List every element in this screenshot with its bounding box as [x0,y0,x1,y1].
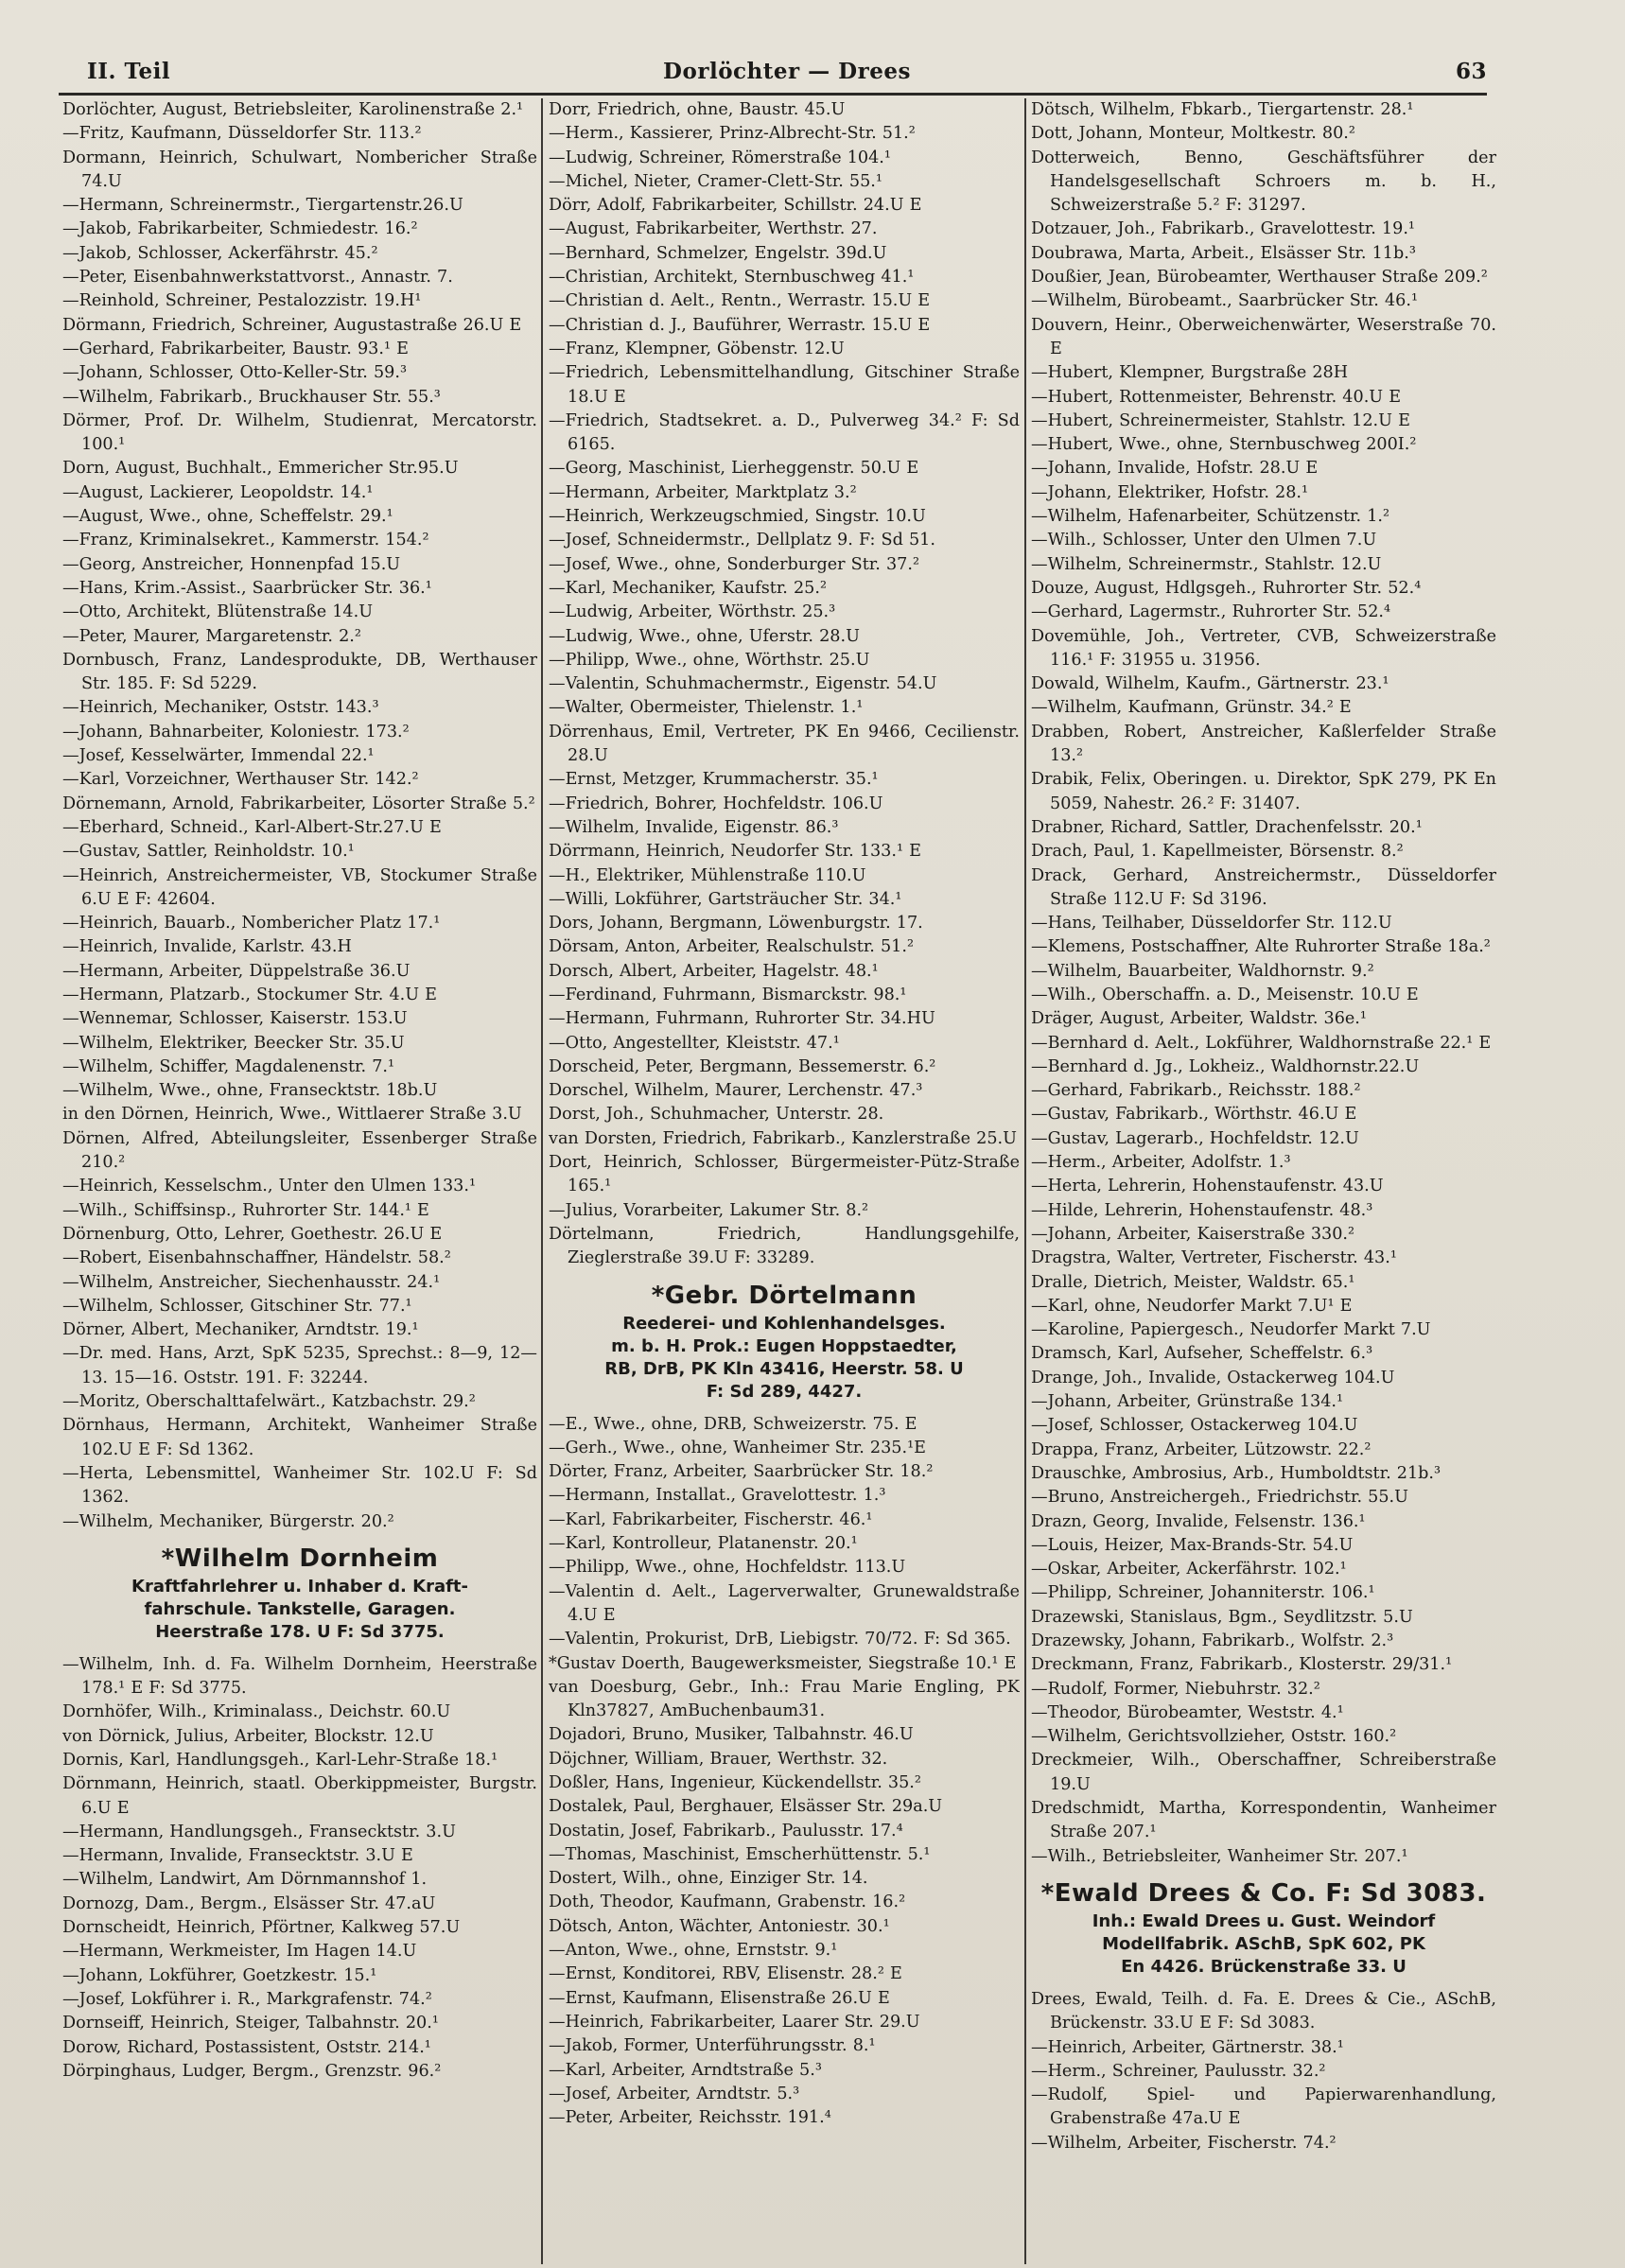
directory-entry: —Valentin, Prokurist, DrB, Liebigstr. 70/72. F: Sd 365. [549,1630,1011,1649]
directory-entry: Dralle, Dietrich, Meister, Waldstr. 65.¹ [1031,1272,1355,1292]
directory-entry: —Ludwig, Schreiner, Römerstraße 104.¹ [549,148,891,167]
directory-entry: Dorlöchter, August, Betriebsleiter, Karolinenstraße 2.¹ [62,100,524,119]
directory-entry: —Valentin, Schuhmachermstr., Eigenstr. 54.U [549,674,937,694]
directory-entry: —Heinrich, Fabrikarbeiter, Laarer Str. 29.U [549,2012,920,2032]
directory-entry: Dredschmidt, Martha, Korrespondentin, Wanheimer Straße 207.¹ [1031,1799,1496,1842]
column-3 [1031,98,1496,2264]
directory-entry: Dornbusch, Franz, Landesprodukte, DB, Werthauser Str. 185. F: Sd 5229. [62,650,537,694]
directory-entry: —Franz, Kriminalsekret., Kammerstr. 154.² [62,531,429,550]
advertisement-line: Inh.: Ewald Drees u. Gust. Weindorf [1092,1910,1436,1931]
advertisement-title: *Wilhelm Dornheim [161,1544,439,1573]
directory-entry: —Ernst, Metzger, Krummacherstr. 35.¹ [549,770,879,790]
advertisement-line: Heerstraße 178. U F: Sd 3775. [155,1621,445,1642]
directory-entry: Dostalek, Paul, Berghauer, Elsässer Str. 29a.U [549,1797,943,1817]
directory-entry: —Gustav, Fabrikarb., Wörthstr. 46.U E [1031,1105,1357,1125]
directory-entry: Dorschel, Wilhelm, Maurer, Lerchenstr. 47.³ [549,1081,923,1101]
directory-entry: —Heinrich, Werkzeugschmied, Singstr. 10.U [549,507,926,527]
directory-entry: —Thomas, Maschinist, Emscherhüttenstr. 5.¹ [549,1844,931,1864]
running-head [87,59,1487,96]
directory-entry: von Dörnick, Julius, Arbeiter, Blockstr. 12.U [62,1726,434,1746]
directory-entry: Dotzauer, Joh., Fabrikarb., Gravelottestr. 19.¹ [1031,219,1415,239]
directory-entry: Dörpinghaus, Ludger, Bergm., Grenzstr. 96.² [62,2061,442,2081]
directory-entry: —Hermann, Fuhrmann, Ruhrorter Str. 34.HU [549,1009,935,1029]
directory-entry: Döjchner, William, Brauer, Werthstr. 32. [549,1749,888,1769]
directory-entry: —Georg, Maschinist, Lierheggenstr. 50.U E [549,459,919,479]
directory-entry: —Wilh., Schlosser, Unter den Ulmen 7.U [1031,531,1377,550]
part-label: II. Teil [87,59,171,84]
directory-entry: Drauschke, Ambrosius, Arb., Humboldtstr. 21b.³ [1031,1463,1442,1483]
directory-entry: —Ernst, Kaufmann, Elisenstraße 26.U E [549,1988,890,2008]
advertisement-block [1031,1876,1496,1979]
directory-entry: —Ernst, Konditorei, RBV, Elisenstr. 28.² E [549,1964,902,1984]
directory-entry: —Louis, Heizer, Max-Brands-Str. 54.U [1031,1535,1354,1555]
directory-entry: Dörnenburg, Otto, Lehrer, Goethestr. 26.U E [62,1224,443,1244]
directory-entry: —Johann, Arbeiter, Kaiserstraße 330.² [1031,1224,1355,1244]
directory-entry: Drabner, Richard, Sattler, Drachenfelsstr. 20.¹ [1031,817,1423,837]
directory-entry: Dörtelmann, Friedrich, Handlungsgehilfe, Zieglerstraße 39.U F: 33289. [549,1224,1020,1268]
directory-entry: —Hilde, Lehrerin, Hohenstaufenstr. 48.³ [1031,1200,1373,1220]
directory-entry: —Franz, Klempner, Göbenstr. 12.U [549,339,845,358]
directory-entry: —Wilhelm, Bauarbeiter, Waldhornstr. 9.² [1031,961,1374,981]
directory-entry: —Wilhelm, Kaufmann, Grünstr. 34.² E [1031,698,1352,718]
directory-entry: —Bruno, Anstreichergeh., Friedrichstr. 55.U [1031,1488,1408,1508]
directory-entry: —Peter, Eisenbahnwerkstattvorst., Annastr. 7. [62,268,453,288]
directory-entry: —Hermann, Arbeiter, Marktplatz 3.² [549,482,857,502]
directory-entry: —Peter, Arbeiter, Reichsstr. 191.⁴ [549,2108,831,2128]
directory-entry: —H., Elektriker, Mühlenstraße 110.U [549,865,866,885]
advertisement-body [62,1576,537,1644]
directory-entry: Dörnhaus, Hermann, Architekt, Wanheimer Straße 102.U E F: Sd 1362. [62,1416,537,1459]
directory-entry: Dreckmeier, Wilh., Oberschaffner, Schreiberstraße 19.U [1031,1751,1496,1794]
page-range: Dorlöchter — Drees [663,59,911,84]
directory-entry: Drabik, Felix, Oberingen. u. Direktor, SpK 279, PK En 5059, Nahestr. 26.² F: 31407. [1031,770,1496,813]
directory-entry: van Doesburg, Gebr., Inh.: Frau Marie Engling, PK Kln37827, AmBuchenbaum31. [549,1677,1020,1721]
advertisement-block [549,1279,1020,1404]
directory-entry: —Karl, Kontrolleur, Platanenstr. 20.¹ [549,1534,858,1554]
directory-entry: —Eberhard, Schneid., Karl-Albert-Str.27.U E [62,817,442,837]
advertisement-line: Kraftfahrlehrer u. Inhaber d. Kraft- [131,1576,468,1596]
directory-entry: Dramsch, Karl, Aufseher, Scheffelstr. 6.³ [1031,1344,1373,1364]
directory-entry: Dörsam, Anton, Arbeiter, Realschulstr. 51.² [549,937,915,957]
directory-entry: —Wilhelm, Anstreicher, Siechenhausstr. 24.¹ [62,1272,441,1292]
directory-entry: Dörmann, Friedrich, Schreiner, Augustastraße 26.U E [62,315,522,335]
directory-entry: —Karoline, Papiergesch., Neudorfer Markt 7.U [1031,1320,1431,1340]
directory-entry: —Fritz, Kaufmann, Düsseldorfer Str. 113.² [62,124,422,144]
directory-entry: Dovemühle, Joh., Vertreter, CVB, Schweizerstraße 116.¹ F: 31955 u. 31956. [1031,626,1496,670]
directory-entry: —E., Wwe., ohne, DRB, Schweizerstr. 75. E [549,1414,917,1434]
directory-entry: Dörnen, Alfred, Abteilungsleiter, Essenberger Straße 210.² [62,1128,537,1173]
directory-entry: Dorsch, Albert, Arbeiter, Hagelstr. 48.¹ [549,961,879,981]
directory-entry: —Ferdinand, Fuhrmann, Bismarckstr. 98.¹ [549,985,907,1004]
directory-entry: —Josef, Schlosser, Ostackerweg 104.U [1031,1416,1358,1436]
advertisement-line: m. b. H. Prok.: Eugen Hoppstaedter, [611,1335,957,1356]
directory-entry: —Wilhelm, Arbeiter, Fischerstr. 74.² [1031,2133,1337,2153]
directory-entry: —Bernhard, Schmelzer, Engelstr. 39d.U [549,243,887,263]
directory-entry: —Ludwig, Arbeiter, Wörthstr. 25.³ [549,602,836,622]
advertisement-line: fahrschule. Tankstelle, Garagen. [144,1598,456,1619]
directory-entry: —Willi, Lokführer, Gartsträucher Str. 34.¹ [549,889,902,909]
directory-entry: Dreckmann, Franz, Fabrikarb., Klosterstr. 29/31.¹ [1031,1655,1453,1675]
directory-entry: —Hans, Teilhaber, Düsseldorfer Str. 112.U [1031,914,1392,933]
directory-entry: —Heinrich, Mechaniker, Oststr. 143.³ [62,698,379,718]
directory-entry: —Reinhold, Schreiner, Pestalozzistr. 19.H¹ [62,291,422,311]
directory-entry: —Josef, Arbeiter, Arndtstr. 5.³ [549,2084,800,2103]
directory-entry: —Hermann, Platzarb., Stockumer Str. 4.U E [62,985,438,1004]
directory-entry: Dörmer, Prof. Dr. Wilhelm, Studienrat, Mercatorstr. 100.¹ [62,410,537,455]
directory-entry: Dorr, Friedrich, ohne, Baustr. 45.U [549,100,846,119]
directory-entry: —Walter, Obermeister, Thielenstr. 1.¹ [549,698,864,718]
directory-entry: Drange, Joh., Invalide, Ostackerweg 104.U [1031,1368,1395,1387]
directory-entry: —Philipp, Wwe., ohne, Wörthstr. 25.U [549,650,870,670]
directory-entry: —Wilh., Betriebsleiter, Wanheimer Str. 207.¹ [1031,1846,1408,1866]
directory-entry: —Peter, Maurer, Margaretenstr. 2.² [62,626,361,646]
directory-entry: —Ludwig, Wwe., ohne, Uferstr. 28.U [549,626,860,646]
directory-entry: van Dorsten, Friedrich, Fabrikarb., Kanzlerstraße 25.U [549,1128,1017,1148]
directory-entry: —Hermann, Handlungsgeh., Fransecktstr. 3.U [62,1822,456,1841]
directory-entry: —Bernhard d. Jg., Lokheiz., Waldhornstr.22.U [1031,1056,1420,1076]
directory-entry: —Otto, Angestellter, Kleiststr. 47.¹ [549,1033,840,1053]
directory-entry: —August, Wwe., ohne, Scheffelstr. 29.¹ [62,507,393,527]
advertisement-line: RB, DrB, PK Kln 43416, Heerstr. 58. U [604,1358,964,1379]
directory-entry: Dörr, Adolf, Fabrikarbeiter, Schillstr. 24.U E [549,196,922,216]
directory-entry: —Theodor, Bürobeamter, Weststr. 4.¹ [1031,1702,1344,1722]
directory-entry: Doußier, Jean, Bürobeamter, Werthauser Straße 209.² [1031,268,1488,288]
directory-entry: —Gustav, Sattler, Reinholdstr. 10.¹ [62,842,355,862]
directory-entry: Doßler, Hans, Ingenieur, Kückendellstr. 35.² [549,1773,921,1792]
directory-entry: Drazewski, Stanislaus, Bgm., Seydlitzstr. 5.U [1031,1607,1413,1627]
directory-entry: —Johann, Lokführer, Goetzkestr. 15.¹ [62,1965,377,1985]
directory-entry: —Robert, Eisenbahnschaffner, Händelstr. 58.² [62,1248,451,1268]
directory-entry: —Oskar, Arbeiter, Ackerfährstr. 102.¹ [1031,1560,1347,1579]
directory-entry: Dörrenhaus, Emil, Vertreter, PK En 9466, Cecilienstr. 28.U [549,722,1020,766]
directory-entry: —Josef, Schneidermstr., Dellplatz 9. F: Sd 51. [549,531,935,550]
directory-entry: —Christian, Architekt, Sternbuschweg 41.¹ [549,268,915,288]
directory-entry: Dötsch, Wilhelm, Fbkarb., Tiergartenstr. 28.¹ [1031,100,1414,119]
directory-entry: —Josef, Kesselwärter, Immendal 22.¹ [62,746,375,766]
directory-entry: —Wennemar, Schlosser, Kaiserstr. 153.U [62,1009,408,1029]
directory-entry: Dorscheid, Peter, Bergmann, Bessemerstr. 6.² [549,1056,936,1076]
directory-entry: Dötsch, Anton, Wächter, Antoniestr. 30.¹ [549,1916,890,1936]
directory-entry: —Heinrich, Anstreichermeister, VB, Stockumer Straße 6.U E F: 42604. [62,865,537,909]
directory-entry: —Hermann, Installat., Gravelottestr. 1.³ [549,1486,886,1506]
directory-entry: —Otto, Architekt, Blütenstraße 14.U [62,602,374,622]
directory-entry: —Wilhelm, Elektriker, Beecker Str. 35.U [62,1033,405,1053]
directory-entry: Dott, Johann, Monteur, Moltkestr. 80.² [1031,124,1355,144]
directory-entry: —Christian d. J., Bauführer, Werrastr. 15.U E [549,315,931,335]
advertisement-line: En 4426. Brückenstraße 33. U [1121,1956,1407,1977]
column-2 [549,98,1020,2264]
directory-entry: —Wilh., Oberschaffn. a. D., Meisenstr. 10.U E [1031,985,1419,1004]
directory-entry: —Wilhelm, Schreinermstr., Stahlstr. 12.U [1031,554,1382,574]
directory-entry: Dojadori, Bruno, Musiker, Talbahnstr. 46.U [549,1725,914,1745]
column-divider [541,98,543,2264]
directory-entry: Drazn, Georg, Invalide, Felsenstr. 136.¹ [1031,1511,1366,1531]
directory-entry: Dostatin, Josef, Fabrikarb., Paulusstr. 17.⁴ [549,1821,903,1841]
directory-entry: —Gerhard, Fabrikarb., Reichsstr. 188.² [1031,1081,1361,1101]
directory-entry: Doubrawa, Marta, Arbeit., Elsässer Str. 11b.³ [1031,243,1416,263]
directory-entry: Dort, Heinrich, Schlosser, Bürgermeister-Pütz-Straße 165.¹ [549,1153,1020,1196]
directory-entry: Dörner, Albert, Mechaniker, Arndtstr. 19.¹ [62,1320,419,1340]
directory-entry: —Gerh., Wwe., ohne, Wanheimer Str. 235.¹E [549,1438,926,1457]
directory-entry: —Hubert, Wwe., ohne, Sternbuschweg 200I.² [1031,435,1417,455]
directory-entry: —Michel, Nieter, Cramer-Clett-Str. 55.¹ [549,171,882,191]
directory-entry: Dörrmann, Heinrich, Neudorfer Str. 133.¹ E [549,842,921,862]
directory-entry: Drack, Gerhard, Anstreichermstr., Düsseldorfer Straße 112.U F: Sd 3196. [1031,865,1496,909]
directory-entry: —Wilhelm, Schiffer, Magdalenenstr. 7.¹ [62,1056,395,1076]
column-1 [62,98,537,2264]
directory-entry: Drees, Ewald, Teilh. d. Fa. E. Drees & Cie., ASchB, Brückenstr. 33.U E F: Sd 3083. [1031,1989,1496,2033]
directory-entry: —Herm., Kassierer, Prinz-Albrecht-Str. 51.² [549,124,916,144]
directory-entry: —Philipp, Wwe., ohne, Hochfeldstr. 113.U [549,1558,906,1578]
directory-entry: Dormann, Heinrich, Schulwart, Nombericher Straße 74.U [62,148,537,191]
directory-entry: —Johann, Elektriker, Hofstr. 28.¹ [1031,482,1309,502]
directory-entry: —Josef, Wwe., ohne, Sonderburger Str. 37.² [549,554,919,574]
directory-entry: Dornis, Karl, Handlungsgeh., Karl-Lehr-Straße 18.¹ [62,1751,498,1770]
directory-entry: —Christian d. Aelt., Rentn., Werrastr. 15.U E [549,291,931,311]
directory-entry: Drappa, Franz, Arbeiter, Lützowstr. 22.² [1031,1439,1372,1459]
directory-entry: —Karl, Arbeiter, Arndtstraße 5.³ [549,2060,822,2080]
directory-entry: —Friedrich, Lebensmittelhandlung, Gitschiner Straße 18.U E [549,363,1020,407]
directory-entry: —August, Lackierer, Leopoldstr. 14.¹ [62,482,374,502]
directory-entry: —Wilhelm, Inh. d. Fa. Wilhelm Dornheim, Heerstraße 178.¹ E F: Sd 3775. [62,1654,537,1699]
header-rule [59,93,1487,96]
directory-entry: —Johann, Schlosser, Otto-Keller-Str. 59.³ [62,363,408,383]
directory-entry: Drach, Paul, 1. Kapellmeister, Börsenstr. 8.² [1031,842,1404,862]
directory-entry: —Klemens, Postschaffner, Alte Ruhrorter Straße 18a.² [1031,937,1491,957]
directory-entry: —Bernhard d. Aelt., Lokführer, Waldhornstraße 22.¹ E [1031,1033,1492,1053]
directory-entry: —Heinrich, Arbeiter, Gärtnerstr. 38.¹ [1031,2037,1344,2057]
directory-entry: Dräger, August, Arbeiter, Waldstr. 36e.¹ [1031,1009,1367,1029]
advertisement-body [549,1313,1020,1404]
directory-entry: —Karl, Fabrikarbeiter, Fischerstr. 46.¹ [549,1509,873,1529]
advertisement-line: Reederei- und Kohlenhandelsges. [622,1313,946,1334]
advertisement-body [1031,1910,1496,1979]
directory-entry: —Herta, Lehrerin, Hohenstaufenstr. 43.U [1031,1177,1384,1196]
directory-entry: —Herta, Lebensmittel, Wanheimer Str. 102.U F: Sd 1362. [62,1463,537,1508]
directory-entry: —Wilhelm, Schlosser, Gitschiner Str. 77.¹ [62,1296,412,1316]
directory-entry: —Wilhelm, Gerichtsvollzieher, Oststr. 160.² [1031,1727,1397,1747]
directory-entry: —Valentin d. Aelt., Lagerverwalter, Grunewaldstraße 4.U E [549,1581,1020,1625]
directory-entry: Dorn, August, Buchhalt., Emmericher Str.95.U [62,459,459,479]
directory-entry: —Johann, Invalide, Hofstr. 28.U E [1031,459,1319,479]
directory-entry: Dornscheidt, Heinrich, Pförtner, Kalkweg 57.U [62,1918,461,1938]
directory-entry: Dors, Johann, Bergmann, Löwenburgstr. 17. [549,914,923,933]
directory-entry: Dörnmann, Heinrich, staatl. Oberkippmeister, Burgstr. 6.U E [62,1774,537,1818]
directory-entry: —Friedrich, Bohrer, Hochfeldstr. 106.U [549,794,883,813]
advertisement-title: *Ewald Drees & Co. F: Sd 3083. [1040,1878,1487,1908]
directory-entry: Dotterweich, Benno, Geschäftsführer der Handelsgesellschaft Schroers m. b. H., Schweizerstraße 5.² F: 31297. [1031,148,1496,216]
advertisement-title: *Gebr. Dörtelmann [651,1281,917,1310]
directory-entry: —Hubert, Schreinermeister, Stahlstr. 12.U E [1031,410,1410,430]
advertisement-line: F: Sd 289, 4427. [706,1381,863,1402]
directory-entry: —Hermann, Werkmeister, Im Hagen 14.U [62,1942,417,1962]
directory-entry: Dostert, Wilh., ohne, Einziger Str. 14. [549,1869,868,1889]
directory-entry: —Wilhelm, Wwe., ohne, Fransecktstr. 18b.U [62,1081,438,1101]
directory-entry: Dowald, Wilhelm, Kaufm., Gärtnerstr. 23.¹ [1031,674,1389,694]
advertisement-line: Modellfabrik. ASchB, SpK 602, PK [1102,1933,1425,1954]
directory-entry: —Josef, Lokführer i. R., Markgrafenstr. 74.² [62,1989,432,2009]
directory-entry: Dorow, Richard, Postassistent, Oststr. 214.¹ [62,2037,431,2057]
directory-entry: —Georg, Anstreicher, Honnenpfad 15.U [62,554,401,574]
directory-entry: —Heinrich, Bauarb., Nombericher Platz 17.¹ [62,914,441,933]
directory-entry: —August, Fabrikarbeiter, Werthstr. 27. [549,219,878,239]
directory-entry: Douze, August, Hdlgsgeh., Ruhrorter Str. 52.⁴ [1031,578,1422,598]
directory-entry: —Gustav, Lagerarb., Hochfeldstr. 12.U [1031,1128,1359,1148]
directory-entry: —Wilhelm, Hafenarbeiter, Schützenstr. 1.² [1031,507,1390,527]
directory-entry: —Anton, Wwe., ohne, Ernststr. 9.¹ [549,1941,838,1961]
page-number: 63 [1455,59,1487,84]
directory-entry: —Jakob, Former, Unterführungsstr. 8.¹ [549,2036,876,2056]
directory-entry: Dragstra, Walter, Vertreter, Fischerstr. 43.¹ [1031,1248,1397,1268]
directory-entry: —Hubert, Rottenmeister, Behrenstr. 40.U E [1031,387,1402,407]
directory-entry: —Jakob, Fabrikarbeiter, Schmiedestr. 16.² [62,219,418,239]
directory-entry: —Karl, ohne, Neudorfer Markt 7.U¹ E [1031,1296,1353,1316]
directory-entry: —Wilhelm, Invalide, Eigenstr. 86.³ [549,817,839,837]
directory-entry: Dornozg, Dam., Bergm., Elsässer Str. 47.aU [62,1893,436,1913]
directory-entry: —Heinrich, Kesselschm., Unter den Ulmen 133.¹ [62,1177,477,1196]
directory-entry: in den Dörnen, Heinrich, Wwe., Wittlaerer Straße 3.U [62,1105,522,1125]
directory-entry: —Wilhelm, Landwirt, Am Dörnmannshof 1. [62,1870,428,1890]
directory-entry: —Hermann, Invalide, Fransecktstr. 3.U E [62,1846,413,1866]
directory-entry: —Wilhelm, Mechaniker, Bürgerstr. 20.² [62,1511,394,1531]
directory-entry: —Heinrich, Invalide, Karlstr. 43.H [62,937,352,957]
directory-entry: Dornhöfer, Wilh., Kriminalass., Deichstr. 60.U [62,1702,451,1722]
directory-entry: —Hermann, Arbeiter, Düppelstraße 36.U [62,961,411,981]
directory-entry: —Dr. med. Hans, Arzt, SpK 5235, Sprechst.: 8—9, 12—13. 15—16. Oststr. 191. F: 32244. [62,1344,537,1387]
directory-entry: —Wilhelm, Fabrikarb., Bruckhauser Str. 55.³ [62,387,441,407]
directory-entry: —Gerhard, Lagermstr., Ruhrorter Str. 52.⁴ [1031,602,1391,622]
directory-entry: Douvern, Heinr., Oberweichenwärter, Weserstraße 70. E [1031,315,1496,358]
directory-entry: —Jakob, Schlosser, Ackerfährstr. 45.² [62,243,378,263]
directory-entry: —Hermann, Schreinermstr., Tiergartenstr.26.U [62,196,463,216]
directory-entry: —Gerhard, Fabrikarbeiter, Baustr. 93.¹ E [62,339,409,358]
directory-entry: —Herm., Schreiner, Paulusstr. 32.² [1031,2061,1326,2081]
directory-entry: —Karl, Mechaniker, Kaufstr. 25.² [549,578,828,598]
directory-entry: —Philipp, Schreiner, Johanniterstr. 106.¹ [1031,1583,1375,1603]
directory-entry: *Gustav Doerth, Baugewerksmeister, Siegstraße 10.¹ E [549,1653,1017,1673]
directory-entry: —Moritz, Oberschalttafelwärt., Katzbachstr. 29.² [62,1392,476,1412]
directory-entry: —Rudolf, Spiel- und Papierwarenhandlung, Grabenstraße 47a.U E [1031,2085,1496,2129]
directory-entry: —Rudolf, Former, Niebuhrstr. 32.² [1031,1679,1320,1699]
column-divider [1024,98,1026,2264]
directory-entry: Dörnemann, Arnold, Fabrikarbeiter, Lösorter Straße 5.² [62,794,535,813]
directory-entry: Dorst, Joh., Schuhmacher, Unterstr. 28. [549,1105,884,1125]
directory-entry: Doth, Theodor, Kaufmann, Grabenstr. 16.² [549,1893,906,1912]
directory-entry: —Johann, Arbeiter, Grünstraße 134.¹ [1031,1392,1344,1412]
directory-entry: Drabben, Robert, Anstreicher, Kaßlerfelder Straße 13.² [1031,722,1496,766]
directory-entry: —Johann, Bahnarbeiter, Koloniestr. 173.² [62,722,410,741]
directory-entry: Dornseiff, Heinrich, Steiger, Talbahnstr. 20.¹ [62,2014,439,2033]
directory-entry: —Wilh., Schiffsinsp., Ruhrorter Str. 144.¹ E [62,1200,429,1220]
directory-entry: Dörter, Franz, Arbeiter, Saarbrücker Str. 18.² [549,1462,934,1482]
directory-entry: Drazewsky, Johann, Fabrikarb., Wolfstr. 2.³ [1031,1631,1394,1650]
directory-entry: —Herm., Arbeiter, Adolfstr. 1.³ [1031,1153,1291,1173]
directory-entry: —Friedrich, Stadtsekret. a. D., Pulverweg 34.² F: Sd 6165. [549,410,1020,455]
directory-entry: —Wilhelm, Bürobeamt., Saarbrücker Str. 46.¹ [1031,291,1419,311]
advertisement-block [62,1542,537,1644]
directory-entry: —Karl, Vorzeichner, Werthauser Str. 142.² [62,770,419,790]
directory-entry: —Julius, Vorarbeiter, Lakumer Str. 8.² [549,1200,869,1220]
directory-entry: —Hubert, Klempner, Burgstraße 28H [1031,363,1349,383]
directory-entry: —Hans, Krim.-Assist., Saarbrücker Str. 36.¹ [62,578,432,598]
